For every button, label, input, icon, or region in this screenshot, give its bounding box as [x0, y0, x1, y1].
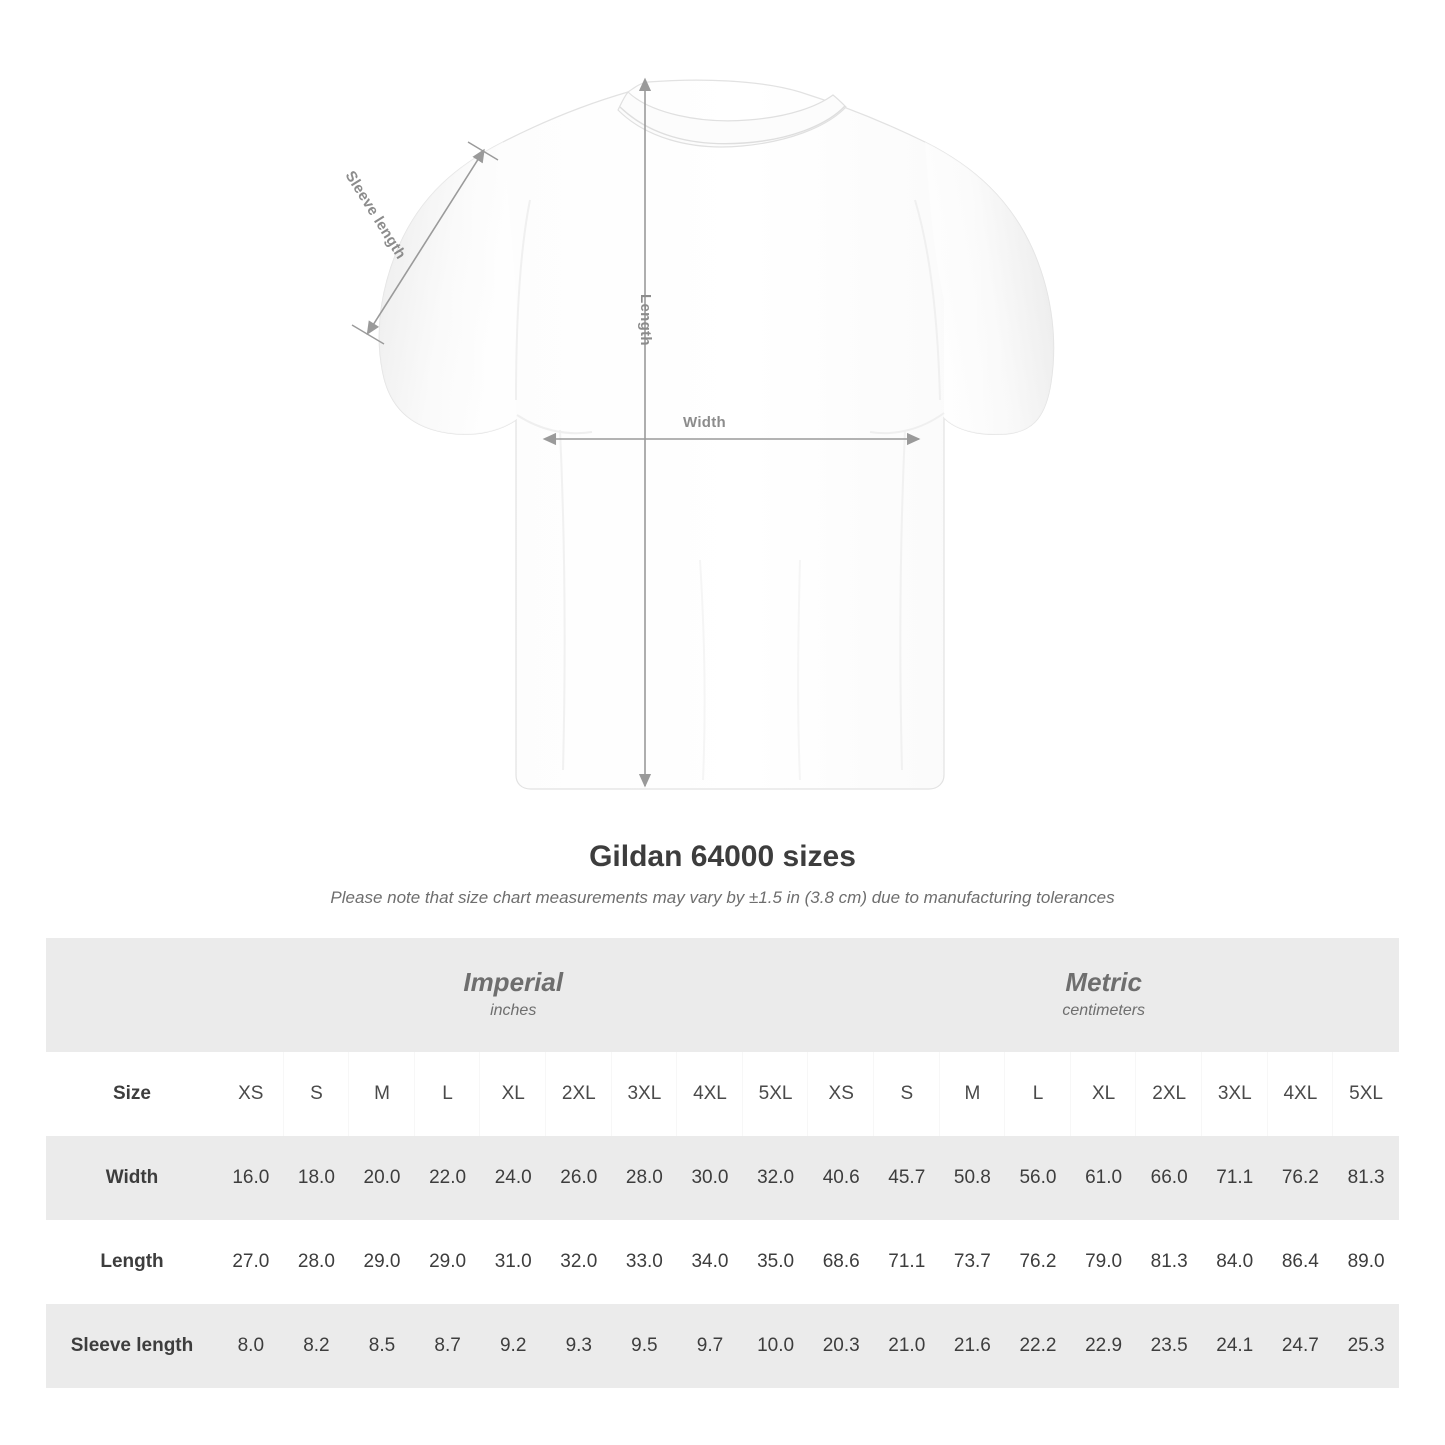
- cell-sleeve-s-cm: 21.0: [874, 1304, 940, 1388]
- cell-width-xs-cm: 40.6: [808, 1136, 874, 1220]
- col-header-l-imperial: L: [415, 1052, 481, 1136]
- cell-length-2xl-cm: 81.3: [1136, 1220, 1202, 1304]
- col-header-xl-metric: XL: [1071, 1052, 1137, 1136]
- unit-header-row: [46, 938, 1399, 1052]
- cell-length-s-in: 28.0: [284, 1220, 350, 1304]
- col-header-m-metric: M: [940, 1052, 1006, 1136]
- cell-width-m-in: 20.0: [349, 1136, 415, 1220]
- cell-width-l-in: 22.0: [415, 1136, 481, 1220]
- col-header-5xl-metric: 5XL: [1333, 1052, 1399, 1136]
- cell-length-3xl-in: 33.0: [612, 1220, 678, 1304]
- table-row: [46, 1136, 1399, 1220]
- col-header-2xl-metric: 2XL: [1136, 1052, 1202, 1136]
- row-header-sleeve-length: Sleeve length: [46, 1304, 218, 1388]
- cell-width-s-in: 18.0: [284, 1136, 350, 1220]
- cell-length-s-cm: 71.1: [874, 1220, 940, 1304]
- unit-header-spacer: [46, 938, 218, 1052]
- cell-sleeve-5xl-in: 10.0: [743, 1304, 809, 1388]
- cell-sleeve-m-cm: 21.6: [940, 1304, 1006, 1388]
- cell-sleeve-xs-in: 8.0: [218, 1304, 284, 1388]
- cell-sleeve-xl-in: 9.2: [480, 1304, 546, 1388]
- row-header-width: Width: [46, 1136, 218, 1220]
- cell-width-4xl-in: 30.0: [677, 1136, 743, 1220]
- cell-sleeve-l-in: 8.7: [415, 1304, 481, 1388]
- cell-sleeve-l-cm: 22.2: [1005, 1304, 1071, 1388]
- row-header-length: Length: [46, 1220, 218, 1304]
- cell-width-4xl-cm: 76.2: [1268, 1136, 1334, 1220]
- table-row: [46, 1220, 1399, 1304]
- cell-length-4xl-in: 34.0: [677, 1220, 743, 1304]
- imperial-sub: inches: [490, 1002, 537, 1020]
- cell-width-m-cm: 50.8: [940, 1136, 1006, 1220]
- col-header-s-metric: S: [874, 1052, 940, 1136]
- col-header-m-imperial: M: [349, 1052, 415, 1136]
- width-label: Width: [683, 414, 727, 431]
- cell-sleeve-2xl-cm: 23.5: [1136, 1304, 1202, 1388]
- col-header-xl-imperial: XL: [480, 1052, 546, 1136]
- length-label: Length: [637, 294, 654, 346]
- col-header-s-imperial: S: [284, 1052, 350, 1136]
- cell-length-2xl-in: 32.0: [546, 1220, 612, 1304]
- unit-group-imperial: [218, 938, 808, 1052]
- cell-width-xs-in: 16.0: [218, 1136, 284, 1220]
- cell-length-m-in: 29.0: [349, 1220, 415, 1304]
- sleeve-length-label: Sleeve length: [341, 168, 410, 263]
- cell-length-l-in: 29.0: [415, 1220, 481, 1304]
- cell-sleeve-4xl-cm: 24.7: [1268, 1304, 1334, 1388]
- col-header-2xl-imperial: 2XL: [546, 1052, 612, 1136]
- col-header-4xl-metric: 4XL: [1268, 1052, 1334, 1136]
- title-block: [0, 840, 1445, 908]
- row-header-size: Size: [46, 1052, 218, 1136]
- col-header-l-metric: L: [1005, 1052, 1071, 1136]
- cell-length-5xl-cm: 89.0: [1333, 1220, 1399, 1304]
- col-header-4xl-imperial: 4XL: [677, 1052, 743, 1136]
- col-header-xs-metric: XS: [808, 1052, 874, 1136]
- col-header-3xl-metric: 3XL: [1202, 1052, 1268, 1136]
- cell-width-3xl-cm: 71.1: [1202, 1136, 1268, 1220]
- cell-length-m-cm: 73.7: [940, 1220, 1006, 1304]
- table-row: [46, 1304, 1399, 1388]
- cell-width-5xl-in: 32.0: [743, 1136, 809, 1220]
- cell-length-3xl-cm: 84.0: [1202, 1220, 1268, 1304]
- cell-length-l-cm: 76.2: [1005, 1220, 1071, 1304]
- cell-sleeve-m-in: 8.5: [349, 1304, 415, 1388]
- tshirt-shape: [379, 80, 1053, 789]
- cell-width-3xl-in: 28.0: [612, 1136, 678, 1220]
- cell-width-s-cm: 45.7: [874, 1136, 940, 1220]
- metric-sub: centimeters: [1062, 1002, 1146, 1020]
- cell-sleeve-3xl-in: 9.5: [612, 1304, 678, 1388]
- cell-sleeve-3xl-cm: 24.1: [1202, 1304, 1268, 1388]
- cell-sleeve-xs-cm: 20.3: [808, 1304, 874, 1388]
- cell-length-xs-in: 27.0: [218, 1220, 284, 1304]
- col-header-3xl-imperial: 3XL: [612, 1052, 678, 1136]
- cell-length-xl-cm: 79.0: [1071, 1220, 1137, 1304]
- cell-length-xl-in: 31.0: [480, 1220, 546, 1304]
- imperial-name: Imperial: [463, 966, 564, 997]
- cell-sleeve-2xl-in: 9.3: [546, 1304, 612, 1388]
- metric-name: Metric: [1065, 966, 1142, 997]
- cell-width-2xl-cm: 66.0: [1136, 1136, 1202, 1220]
- cell-width-xl-cm: 61.0: [1071, 1136, 1137, 1220]
- col-header-5xl-imperial: 5XL: [743, 1052, 809, 1136]
- cell-length-xs-cm: 68.6: [808, 1220, 874, 1304]
- cell-width-l-cm: 56.0: [1005, 1136, 1071, 1220]
- cell-width-2xl-in: 26.0: [546, 1136, 612, 1220]
- cell-length-4xl-cm: 86.4: [1268, 1220, 1334, 1304]
- cell-sleeve-s-in: 8.2: [284, 1304, 350, 1388]
- tolerance-note: Please note that size chart measurements may vary by ±1.5 in (3.8 cm) due to manufacturing tolerances: [330, 888, 1115, 907]
- unit-group-metric: [808, 938, 1399, 1052]
- cell-sleeve-4xl-in: 9.7: [677, 1304, 743, 1388]
- col-header-xs-imperial: XS: [218, 1052, 284, 1136]
- size-table: [46, 938, 1399, 1388]
- cell-width-xl-in: 24.0: [480, 1136, 546, 1220]
- size-table-wrapper: [0, 938, 1445, 1388]
- cell-sleeve-5xl-cm: 25.3: [1333, 1304, 1399, 1388]
- size-header-row: [46, 1052, 1399, 1136]
- cell-width-5xl-cm: 81.3: [1333, 1136, 1399, 1220]
- cell-length-5xl-in: 35.0: [743, 1220, 809, 1304]
- page-title: Gildan 64000 sizes: [589, 840, 856, 873]
- cell-sleeve-xl-cm: 22.9: [1071, 1304, 1137, 1388]
